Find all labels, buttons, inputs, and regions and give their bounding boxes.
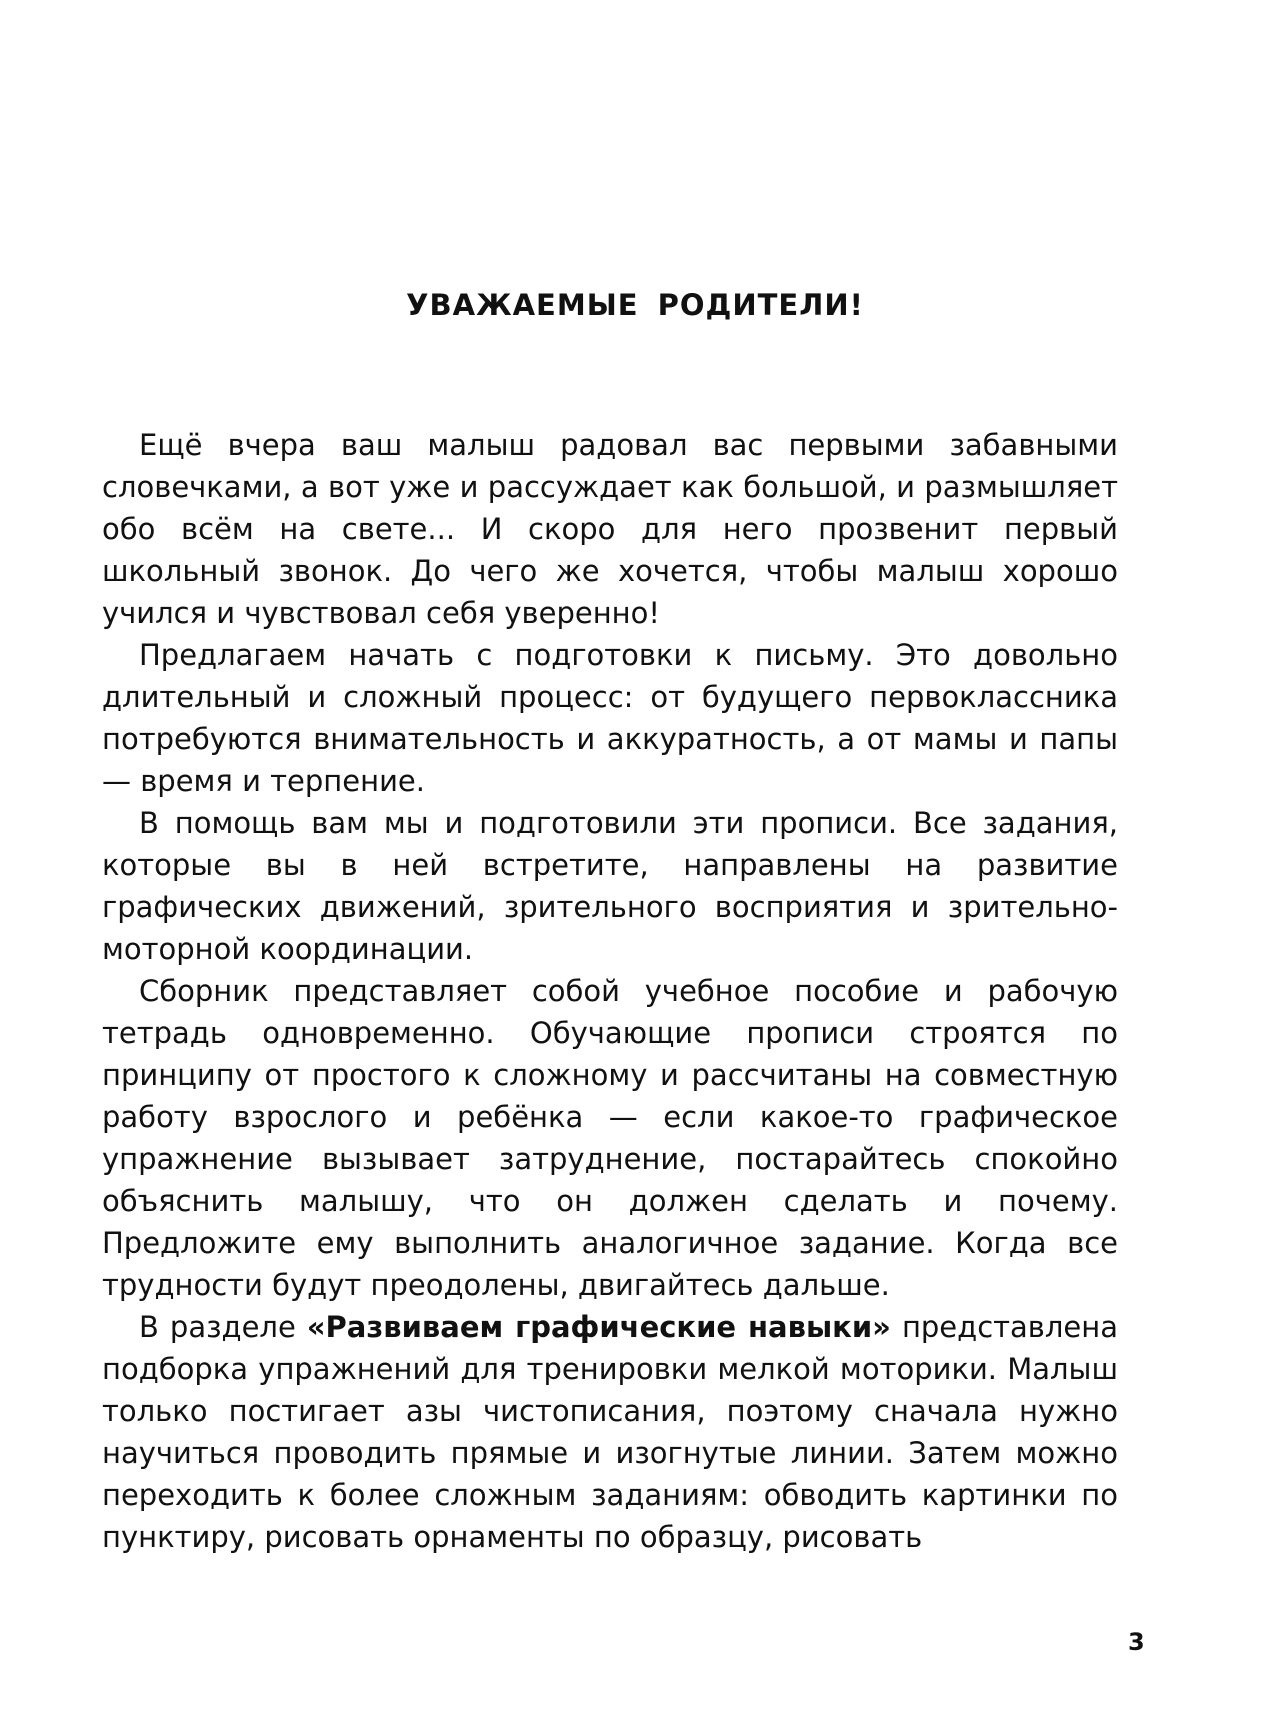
paragraph-graphic-skills bbox=[102, 1306, 1118, 1558]
paragraph-writing-prep: Предлагаем начать с подготовки к письму. Это довольно длительный и сложный процесс: от будущего первоклассника потребуются внимательность и аккуратность, а от мамы и папы — время и терпение. bbox=[102, 638, 1118, 798]
paragraph-graphic-skills-end: представлена подборка упражнений для тренировки мелкой моторики. Малыш только постигает азы чистописания, поэтому сначала нужно научиться проводить прямые и изогнутые линии. Затем можно переходить к более сложным заданиям: обводить картинки по пунктиру, рисовать орнаменты по образцу, рисовать bbox=[102, 1310, 1119, 1554]
paragraph-graphic-skills-start: В разделе bbox=[139, 1310, 307, 1344]
section-name-graphic-skills: «Развиваем графические навыки» bbox=[306, 1310, 891, 1344]
paragraph-collection: Сборник представляет собой учебное пособие и рабочую тетрадь одновременно. Обучающие прописи строятся по принципу от простого к сложному и рассчитаны на совместную работу взрослого и ребёнка — если какое-то графическое упражнение вызывает затруднение, постарайтесь спокойно объяснить малышу, что он должен сделать и почему. Предложите ему выполнить аналогичное задание. Когда все трудности будут преодолены, двигайтесь дальше. bbox=[102, 974, 1118, 1302]
body-text bbox=[102, 424, 1118, 1558]
paragraph-intro: Ещё вчера ваш малыш радовал вас первыми забавными словечками, а вот уже и рассуждает как большой, и размышляет обо всём на свете... И скоро для него прозвенит первый школьный звонок. До чего же хочется, чтобы малыш хорошо учился и чувствовал себя уверенно! bbox=[102, 428, 1118, 630]
page-title: УВАЖАЕМЫЕ РОДИТЕЛИ! bbox=[406, 288, 864, 322]
paragraph-copybook-purpose: В помощь вам мы и подготовили эти прописи. Все задания, которые вы в ней встретите, направлены на развитие графических движений, зрительного восприятия и зрительно-моторной координации. bbox=[102, 806, 1118, 966]
page-number: 3 bbox=[1128, 1628, 1145, 1656]
